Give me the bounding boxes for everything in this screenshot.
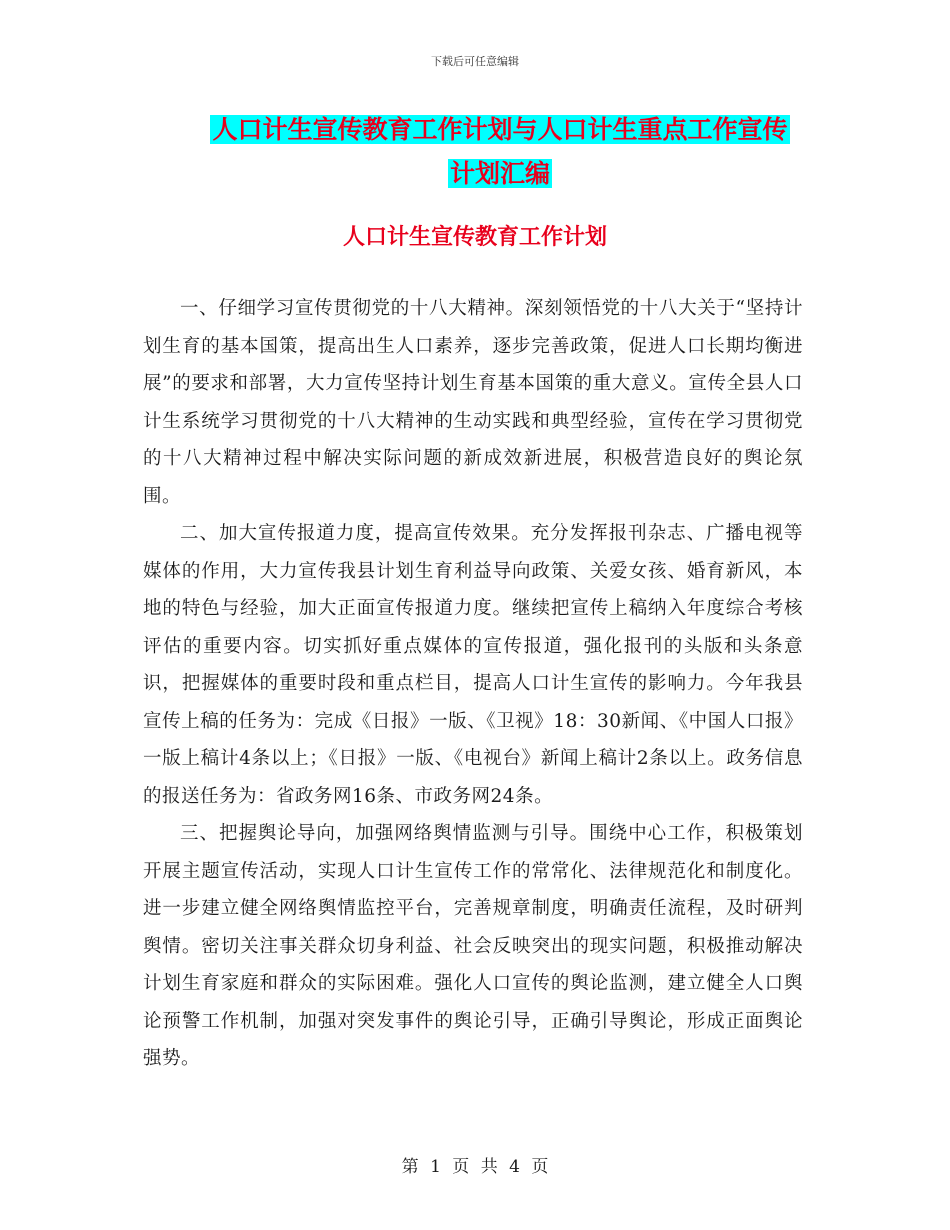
document-body (143, 290, 803, 1078)
document-title-line-1: 人口计生宣传教育工作计划与人口计生重点工作宣传 (212, 115, 788, 144)
paragraph-2: 二、加大宣传报道力度，提高宣传效果。充分发挥报刊杂志、广播电视等媒体的作用，大力宣传我县计划生育利益导向政策、关爱女孩、婚育新风，本地的特色与经验，加大正面宣传报道力度。继续把宣传上稿纳入年度综合考核评估的重要内容。切实抓好重点媒体的宣传报道，强化报刊的头版和头条意识，把握媒体的重要时段和重点栏目，提高人口计生宣传的影响力。今年我县宣传上稿的任务为：完成《日报》一版、《卫视》18：30新闻、《中国人口报》一版上稿计4条以上；《日报》一版、《电视台》新闻上稿计2条以上。政务信息的报送任务为：省政务网16条、市政务网24条。 (143, 523, 803, 807)
section-title: 人口计生宣传教育工作计划 (342, 224, 607, 250)
paragraph-1: 一、仔细学习宣传贯彻党的十八大精神。深刻领悟党的十八大关于“坚持计划生育的基本国策，提高出生人口素养，逐步完善政策，促进人口长期均衡进展”的要求和部署，大力宣传坚持计划生育基本国策的重大意义。宣传全县人口计生系统学习贯彻党的十八大精神的生动实践和典型经验，宣传在学习贯彻党的十八大精神过程中解决实际问题的新成效新进展，积极营造良好的舆论氛围。 (143, 298, 803, 507)
page-header-note: 下载后可任意编辑 (431, 55, 519, 68)
page-number: 第 1 页 共 4 页 (401, 1157, 549, 1177)
paragraph-3: 三、把握舆论导向，加强网络舆情监测与引导。围绕中心工作，积极策划开展主题宣传活动，实现人口计生宣传工作的常常化、法律规范化和制度化。进一步建立健全网络舆情监控平台，完善规章制度，明确责任流程，及时研判舆情。密切关注事关群众切身利益、社会反映突出的现实问题，积极推动解决计划生育家庭和群众的实际困难。强化人口宣传的舆论监测，建立健全人口舆论预警工作机制，加强对突发事件的舆论引导，正确引导舆论，形成正面舆论强势。 (143, 823, 803, 1069)
document-title-line-2: 计划汇编 (449, 159, 550, 188)
document-title (140, 108, 860, 196)
